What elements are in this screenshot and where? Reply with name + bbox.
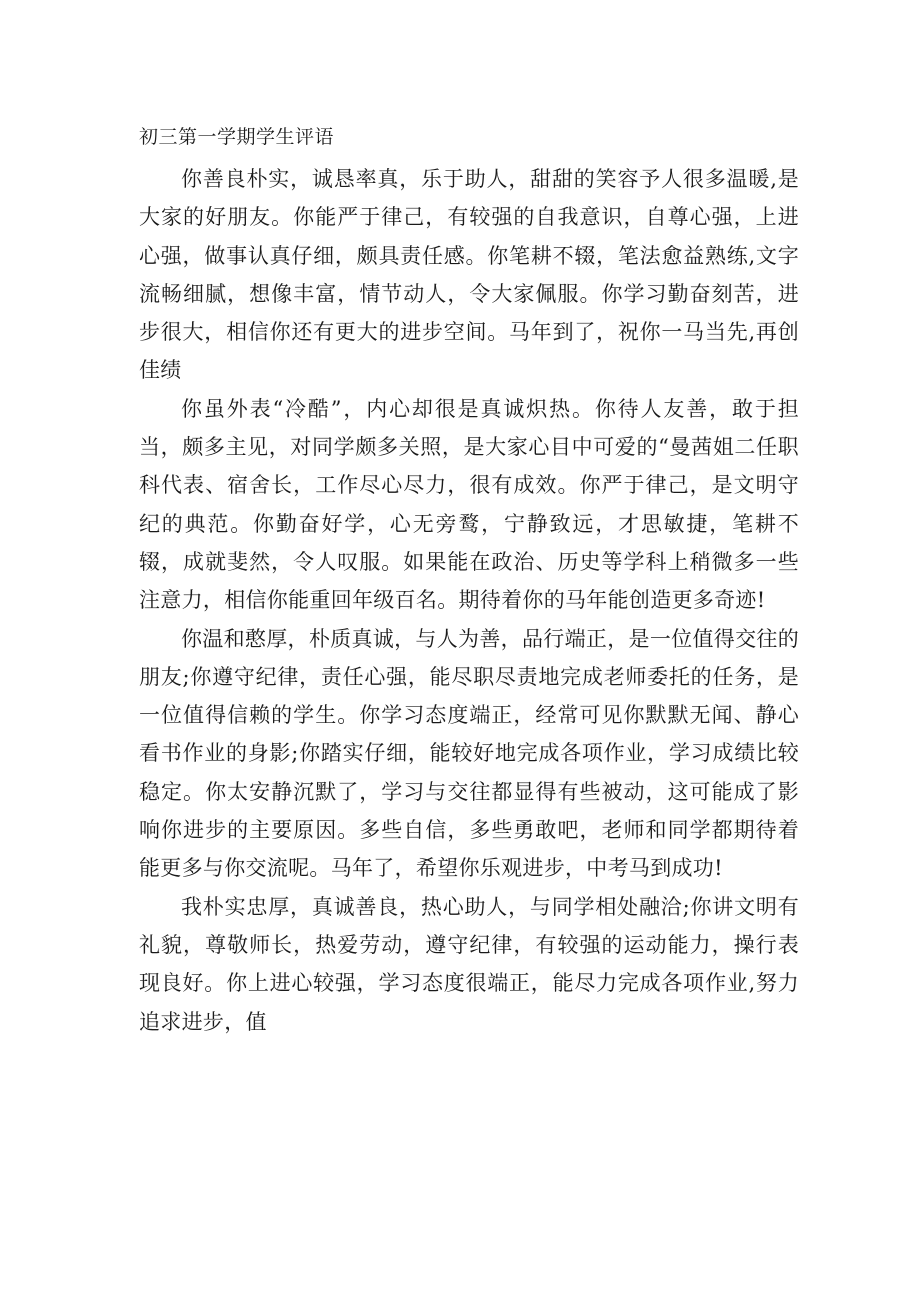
document-title: 初三第一学期学生评语 bbox=[139, 126, 335, 148]
paragraph-2: 你虽外表“冷酷”，内心却很是真诚炽热。你待人友善，敢于担当，颇多主见，对同学颇多关照，是大家心目中可爱的“曼茜姐二任职科代表、宿舍长，工作尽心尽力，很有成效。你严于律己，是文明守纪的典范。你勤奋好学，心无旁鹜，宁静致远，才思敏捷，笔耕不辍，成就斐然，令人叹服。如果能在政治、历史等学科上稍微多一些注意力，相信你能重回年级百名。期待着你的马年能创造更多奇迹! bbox=[139, 396, 799, 613]
document-body bbox=[139, 160, 799, 1041]
paragraph-1: 你善良朴实，诚恳率真，乐于助人，甜甜的笑容予人很多温暖,是大家的好朋友。你能严于律己，有较强的自我意识，自尊心强，上进心强，做事认真仔细，颇具责任感。你笔耕不辍，笔法愈益熟练,文字流畅细腻，想像丰富，情节动人，令大家佩服。你学习勤奋刻苦，进步很大，相信你还有更大的进步空间。马年到了，祝你一马当先,再创佳绩 bbox=[139, 167, 799, 383]
paragraph-4: 我朴实忠厚，真诚善良，热心助人，与同学相处融洽;你讲文明有礼貌，尊敬师长，热爱劳动，遵守纪律，有较强的运动能力，操行表现良好。你上进心较强，学习态度很端正，能尽力完成各项作业,努力追求进步，值 bbox=[139, 894, 799, 1034]
paragraph-3: 你温和憨厚，朴质真诚，与人为善，品行端正，是一位值得交往的朋友;你遵守纪律，责任心强，能尽职尽责地完成老师委托的任务，是一位值得信赖的学生。你学习态度端正，经常可见你默默无闻、静心看书作业的身影;你踏实仔细，能较好地完成各项作业，学习成绩比较稳定。你太安静沉默了，学习与交往都显得有些被动，这可能成了影响你进步的主要原因。多些自信，多些勇敢吧，老师和同学都期待着能更多与你交流呢。马年了，希望你乐观进步，中考马到成功! bbox=[139, 626, 799, 881]
